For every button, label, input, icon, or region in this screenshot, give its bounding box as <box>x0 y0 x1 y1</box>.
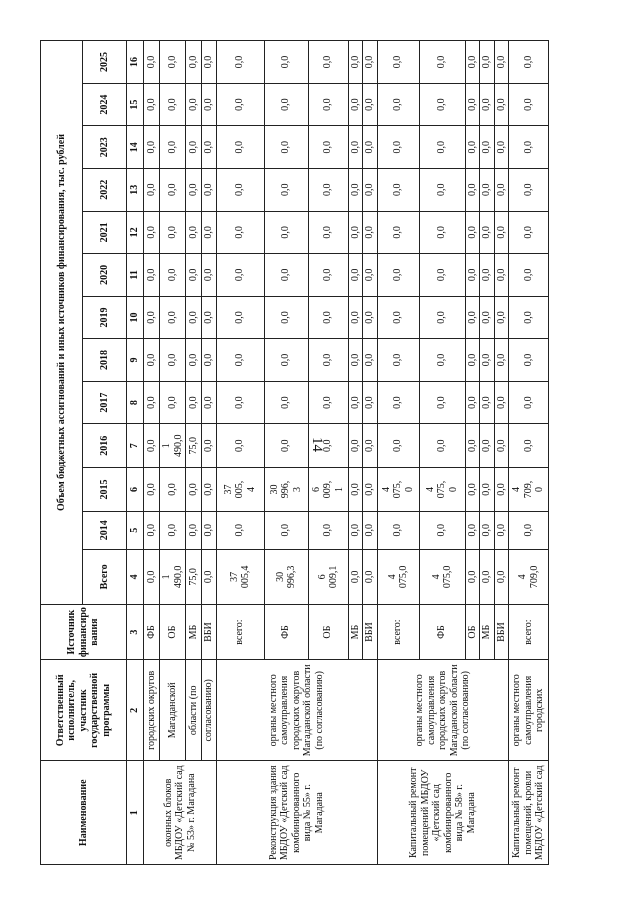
header-year: 2021 <box>83 211 127 254</box>
amount-cell: 0,0 <box>202 549 217 604</box>
amount-cell: 0,0 <box>308 424 348 468</box>
source-cell: ОБ <box>465 604 480 659</box>
amount-cell: 0,0 <box>377 83 419 126</box>
amount-cell: 0,0 <box>494 254 509 297</box>
source-cell: всего: <box>216 604 264 659</box>
amount-cell: 0,0 <box>202 254 217 297</box>
amount-cell: 1 490,0 <box>160 549 186 604</box>
amount-cell: 0,0 <box>363 83 378 126</box>
amount-cell: 0,0 <box>480 424 495 468</box>
amount-cell: 0,0 <box>202 381 217 424</box>
amount-cell: 0,0 <box>419 381 465 424</box>
amount-cell: 0,0 <box>216 254 264 297</box>
amount-cell: 0,0 <box>419 41 465 84</box>
page-number: 14 <box>309 437 325 452</box>
amount-cell: 0,0 <box>348 83 363 126</box>
header-year: 2025 <box>83 41 127 84</box>
amount-cell: 0,0 <box>377 381 419 424</box>
amount-cell: 0,0 <box>160 339 186 382</box>
amount-cell: 0,0 <box>494 339 509 382</box>
amount-cell: 0,0 <box>186 511 202 549</box>
amount-cell: 0,0 <box>465 296 480 339</box>
amount-cell: 0,0 <box>363 381 378 424</box>
amount-cell: 0,0 <box>509 296 549 339</box>
program-name-cell: Капитальный ремонт помещений МБДОУ «Детский сад комбинированного вида № 58» г. Магадана <box>377 761 509 865</box>
amount-cell: 0,0 <box>348 41 363 84</box>
amount-cell: 0,0 <box>160 41 186 84</box>
amount-cell: 0,0 <box>377 424 419 468</box>
amount-cell: 75,0 <box>186 424 202 468</box>
amount-cell: 0,0 <box>465 424 480 468</box>
amount-cell: 0,0 <box>348 296 363 339</box>
source-cell: ФБ <box>419 604 465 659</box>
header-source: Источник финансирования <box>41 604 127 659</box>
amount-cell: 0,0 <box>308 83 348 126</box>
amount-cell: 0,0 <box>509 211 549 254</box>
column-number: 5 <box>127 511 144 549</box>
table-row <box>144 41 160 865</box>
amount-cell: 0,0 <box>419 254 465 297</box>
source-cell: ВБИ <box>202 604 217 659</box>
amount-cell: 0,0 <box>264 296 308 339</box>
amount-cell: 6 009, 1 <box>308 468 348 512</box>
amount-cell: 0,0 <box>144 254 160 297</box>
amount-cell: 0,0 <box>494 424 509 468</box>
amount-cell: 0,0 <box>216 296 264 339</box>
amount-cell: 0,0 <box>348 211 363 254</box>
amount-cell: 0,0 <box>308 339 348 382</box>
amount-cell: 0,0 <box>509 126 549 169</box>
amount-cell: 0,0 <box>348 468 363 512</box>
column-number: 11 <box>127 254 144 297</box>
amount-cell: 0,0 <box>308 511 348 549</box>
amount-cell: 0,0 <box>419 296 465 339</box>
amount-cell: 0,0 <box>348 549 363 604</box>
header-year: 2022 <box>83 168 127 211</box>
amount-cell: 0,0 <box>216 126 264 169</box>
amount-cell: 0,0 <box>202 211 217 254</box>
amount-cell: 0,0 <box>308 254 348 297</box>
amount-cell: 0,0 <box>465 254 480 297</box>
header-year: 2016 <box>83 424 127 468</box>
amount-cell: 0,0 <box>216 511 264 549</box>
amount-cell: 4 075, 0 <box>419 468 465 512</box>
amount-cell: 0,0 <box>480 211 495 254</box>
amount-cell: 0,0 <box>363 424 378 468</box>
header-name: Наименование <box>41 761 127 865</box>
amount-cell: 0,0 <box>377 41 419 84</box>
amount-cell: 0,0 <box>186 41 202 84</box>
amount-cell: 4 709, 0 <box>509 468 549 512</box>
executor-cell: городских округов <box>144 660 160 761</box>
amount-cell: 0,0 <box>494 549 509 604</box>
amount-cell: 4 075,0 <box>377 549 419 604</box>
amount-cell: 0,0 <box>419 424 465 468</box>
amount-cell: 0,0 <box>308 126 348 169</box>
amount-cell: 0,0 <box>377 339 419 382</box>
amount-cell: 0,0 <box>186 381 202 424</box>
amount-cell: 0,0 <box>216 339 264 382</box>
amount-cell: 0,0 <box>419 339 465 382</box>
amount-cell: 0,0 <box>465 211 480 254</box>
table-row <box>202 41 217 865</box>
amount-cell: 0,0 <box>494 468 509 512</box>
amount-cell: 0,0 <box>509 254 549 297</box>
amount-cell: 0,0 <box>144 211 160 254</box>
amount-cell: 0,0 <box>465 126 480 169</box>
amount-cell: 0,0 <box>144 168 160 211</box>
amount-cell: 0,0 <box>465 41 480 84</box>
amount-cell: 0,0 <box>465 168 480 211</box>
column-number: 15 <box>127 83 144 126</box>
amount-cell: 0,0 <box>509 511 549 549</box>
executor-cell: органы местного самоуправления городских <box>509 660 549 761</box>
amount-cell: 0,0 <box>202 296 217 339</box>
amount-cell: 0,0 <box>202 424 217 468</box>
amount-cell: 0,0 <box>202 41 217 84</box>
amount-cell: 0,0 <box>509 168 549 211</box>
source-cell: МБ <box>348 604 363 659</box>
amount-cell: 0,0 <box>202 126 217 169</box>
amount-cell: 0,0 <box>480 381 495 424</box>
amount-cell: 0,0 <box>160 296 186 339</box>
table-row <box>186 41 202 865</box>
amount-cell: 0,0 <box>480 41 495 84</box>
column-number: 4 <box>127 549 144 604</box>
source-cell: ВБИ <box>494 604 509 659</box>
amount-cell: 0,0 <box>363 549 378 604</box>
column-number: 7 <box>127 424 144 468</box>
amount-cell: 0,0 <box>363 296 378 339</box>
amount-cell: 0,0 <box>160 126 186 169</box>
header-year: 2019 <box>83 296 127 339</box>
amount-cell: 0,0 <box>480 168 495 211</box>
amount-cell: 0,0 <box>363 41 378 84</box>
amount-cell: 4 709,0 <box>509 549 549 604</box>
funding-table <box>40 40 549 865</box>
amount-cell: 0,0 <box>202 83 217 126</box>
executor-cell: Магаданской <box>160 660 186 761</box>
column-number: 10 <box>127 296 144 339</box>
executor-cell: органы местного самоуправления городских округов Магаданской области (по согласованию) <box>216 660 377 761</box>
amount-cell: 0,0 <box>264 511 308 549</box>
amount-cell: 0,0 <box>419 511 465 549</box>
amount-cell: 0,0 <box>363 254 378 297</box>
header-year: 2020 <box>83 254 127 297</box>
amount-cell: 0,0 <box>377 296 419 339</box>
amount-cell: 37 005,4 <box>216 549 264 604</box>
amount-cell: 0,0 <box>202 511 217 549</box>
amount-cell: 0,0 <box>509 339 549 382</box>
column-number: 3 <box>127 604 144 659</box>
amount-cell: 0,0 <box>363 339 378 382</box>
program-name-cell: Капитальный ремонт помещений, кровли МБДОУ «Детский сад <box>509 761 549 865</box>
amount-cell: 4 075,0 <box>419 549 465 604</box>
executor-cell: органы местного самоуправления городских округов Магаданской области (по согласованию) <box>377 660 509 761</box>
amount-cell: 0,0 <box>144 339 160 382</box>
amount-cell: 0,0 <box>494 511 509 549</box>
table-row <box>509 41 549 865</box>
amount-cell: 0,0 <box>160 211 186 254</box>
amount-cell: 0,0 <box>308 41 348 84</box>
amount-cell: 0,0 <box>264 168 308 211</box>
amount-cell: 30 996, 3 <box>264 468 308 512</box>
rotated-table-container <box>40 40 549 865</box>
amount-cell: 0,0 <box>144 83 160 126</box>
executor-cell: области (по <box>186 660 202 761</box>
amount-cell: 0,0 <box>348 511 363 549</box>
source-cell: ОБ <box>160 604 186 659</box>
amount-cell: 0,0 <box>363 168 378 211</box>
amount-cell: 0,0 <box>216 211 264 254</box>
program-name-cell: оконных блоков МБДОУ «Детский сад № 53» г. Магадана <box>144 761 217 865</box>
column-number: 16 <box>127 41 144 84</box>
header-executor: Ответственный исполнитель, участник государственной программы <box>41 660 127 761</box>
header-year: 2024 <box>83 83 127 126</box>
amount-cell: 0,0 <box>494 83 509 126</box>
amount-cell: 75,0 <box>186 549 202 604</box>
source-cell: МБ <box>186 604 202 659</box>
amount-cell: 0,0 <box>308 211 348 254</box>
amount-cell: 0,0 <box>144 549 160 604</box>
header-year: 2023 <box>83 126 127 169</box>
amount-cell: 0,0 <box>377 211 419 254</box>
column-number: 14 <box>127 126 144 169</box>
amount-cell: 0,0 <box>186 468 202 512</box>
amount-cell: 0,0 <box>494 41 509 84</box>
column-number: 8 <box>127 381 144 424</box>
amount-cell: 0,0 <box>160 468 186 512</box>
amount-cell: 0,0 <box>186 296 202 339</box>
amount-cell: 0,0 <box>377 126 419 169</box>
amount-cell: 0,0 <box>377 168 419 211</box>
table-row <box>377 41 419 865</box>
source-cell: всего: <box>377 604 419 659</box>
header-year: 2018 <box>83 339 127 382</box>
amount-cell: 0,0 <box>465 339 480 382</box>
column-number: 12 <box>127 211 144 254</box>
source-cell: ОБ <box>308 604 348 659</box>
header-year: 2017 <box>83 381 127 424</box>
column-number: 13 <box>127 168 144 211</box>
amount-cell: 0,0 <box>480 468 495 512</box>
amount-cell: 0,0 <box>144 41 160 84</box>
source-cell: ФБ <box>264 604 308 659</box>
amount-cell: 0,0 <box>186 254 202 297</box>
column-number: 6 <box>127 468 144 512</box>
amount-cell: 0,0 <box>202 168 217 211</box>
amount-cell: 0,0 <box>465 468 480 512</box>
amount-cell: 0,0 <box>363 511 378 549</box>
amount-cell: 0,0 <box>494 381 509 424</box>
amount-cell: 0,0 <box>509 424 549 468</box>
amount-cell: 0,0 <box>494 211 509 254</box>
amount-cell: 0,0 <box>465 83 480 126</box>
amount-cell: 0,0 <box>160 83 186 126</box>
table-row <box>216 41 264 865</box>
amount-cell: 0,0 <box>264 254 308 297</box>
amount-cell: 0,0 <box>419 211 465 254</box>
amount-cell: 0,0 <box>186 211 202 254</box>
source-cell: МБ <box>480 604 495 659</box>
amount-cell: 0,0 <box>419 168 465 211</box>
amount-cell: 30 996,3 <box>264 549 308 604</box>
amount-cell: 4 075, 0 <box>377 468 419 512</box>
amount-cell: 0,0 <box>419 126 465 169</box>
executor-cell: согласованию) <box>202 660 217 761</box>
amount-cell: 0,0 <box>160 381 186 424</box>
source-cell: ВБИ <box>363 604 378 659</box>
amount-cell: 0,0 <box>186 83 202 126</box>
source-cell: всего: <box>509 604 549 659</box>
amount-cell: 0,0 <box>348 381 363 424</box>
amount-cell: 0,0 <box>348 126 363 169</box>
amount-cell: 0,0 <box>348 168 363 211</box>
amount-cell: 0,0 <box>480 511 495 549</box>
amount-cell: 0,0 <box>509 41 549 84</box>
amount-cell: 0,0 <box>216 381 264 424</box>
amount-cell: 0,0 <box>264 83 308 126</box>
amount-cell: 0,0 <box>144 424 160 468</box>
amount-cell: 0,0 <box>480 254 495 297</box>
amount-cell: 0,0 <box>160 254 186 297</box>
amount-cell: 0,0 <box>348 339 363 382</box>
amount-cell: 37 005, 4 <box>216 468 264 512</box>
amount-cell: 0,0 <box>308 296 348 339</box>
header-year: 2014 <box>83 511 127 549</box>
amount-cell: 0,0 <box>377 511 419 549</box>
header-year: 2015 <box>83 468 127 512</box>
amount-cell: 0,0 <box>465 511 480 549</box>
program-name-cell: Реконструкция здания МБДОУ «Детский сад комбинированного вида № 55» г. Магадана <box>216 761 377 865</box>
amount-cell: 0,0 <box>494 296 509 339</box>
column-number: 1 <box>127 761 144 865</box>
column-number: 2 <box>127 660 144 761</box>
column-number: 9 <box>127 339 144 382</box>
amount-cell: 0,0 <box>264 126 308 169</box>
amount-cell: 0,0 <box>264 211 308 254</box>
amount-cell: 0,0 <box>509 83 549 126</box>
amount-cell: 0,0 <box>465 549 480 604</box>
amount-cell: 0,0 <box>264 381 308 424</box>
amount-cell: 0,0 <box>186 168 202 211</box>
amount-cell: 0,0 <box>186 339 202 382</box>
amount-cell: 0,0 <box>348 424 363 468</box>
amount-cell: 0,0 <box>186 126 202 169</box>
amount-cell: 0,0 <box>377 254 419 297</box>
amount-cell: 0,0 <box>494 168 509 211</box>
amount-cell: 0,0 <box>264 339 308 382</box>
source-cell: ФБ <box>144 604 160 659</box>
amount-cell: 0,0 <box>144 468 160 512</box>
amount-cell: 0,0 <box>144 126 160 169</box>
amount-cell: 0,0 <box>216 41 264 84</box>
amount-cell: 0,0 <box>308 381 348 424</box>
amount-cell: 0,0 <box>509 381 549 424</box>
amount-cell: 0,0 <box>202 468 217 512</box>
amount-cell: 0,0 <box>480 83 495 126</box>
amount-cell: 0,0 <box>480 339 495 382</box>
amount-cell: 0,0 <box>264 424 308 468</box>
table-row <box>160 41 186 865</box>
amount-cell: 0,0 <box>202 339 217 382</box>
amount-cell: 0,0 <box>216 168 264 211</box>
amount-cell: 0,0 <box>465 381 480 424</box>
amount-cell: 0,0 <box>363 211 378 254</box>
amount-cell: 0,0 <box>308 168 348 211</box>
amount-cell: 0,0 <box>348 254 363 297</box>
header-funding-group: Объем бюджетных ассигнований и иных источников финансирования, тыс. рублей <box>41 41 83 605</box>
amount-cell: 0,0 <box>264 41 308 84</box>
amount-cell: 0,0 <box>144 381 160 424</box>
amount-cell: 0,0 <box>494 126 509 169</box>
amount-cell: 0,0 <box>419 83 465 126</box>
header-total: Всего <box>83 549 127 604</box>
amount-cell: 0,0 <box>216 83 264 126</box>
amount-cell: 6 009,1 <box>308 549 348 604</box>
amount-cell: 0,0 <box>363 126 378 169</box>
amount-cell: 0,0 <box>480 296 495 339</box>
amount-cell: 0,0 <box>480 126 495 169</box>
amount-cell: 0,0 <box>160 168 186 211</box>
amount-cell: 0,0 <box>144 511 160 549</box>
amount-cell: 0,0 <box>144 296 160 339</box>
amount-cell: 0,0 <box>160 511 186 549</box>
amount-cell: 0,0 <box>216 424 264 468</box>
amount-cell: 1 490,0 <box>160 424 186 468</box>
amount-cell: 0,0 <box>480 549 495 604</box>
amount-cell: 0,0 <box>363 468 378 512</box>
